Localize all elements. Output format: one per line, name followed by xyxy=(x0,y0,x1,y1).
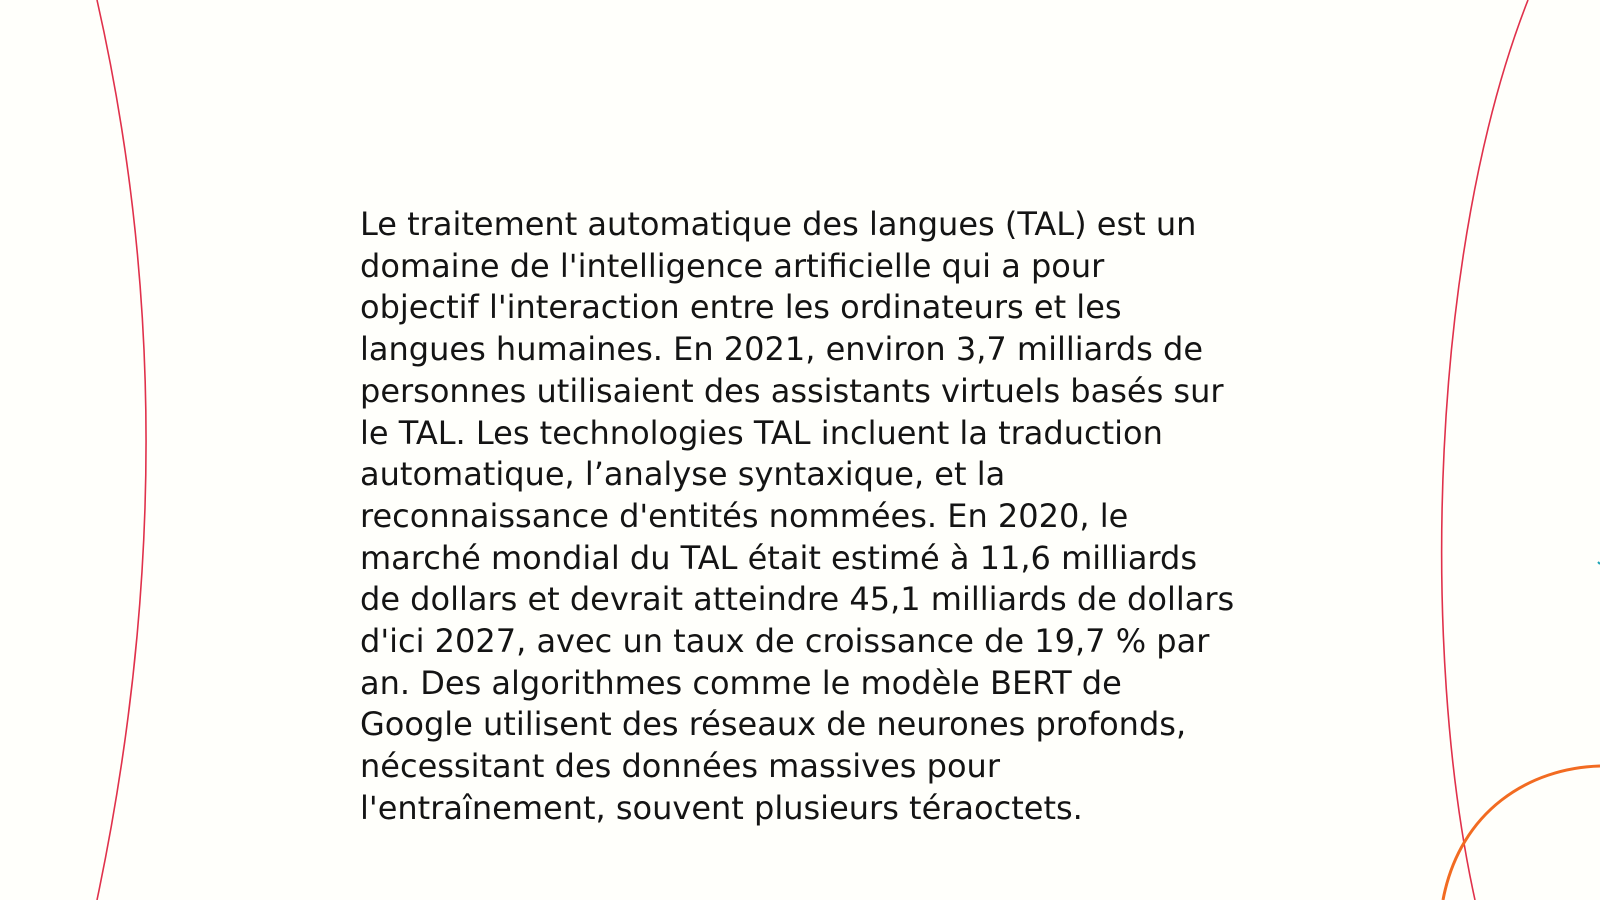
paragraph-line: de dollars et devrait atteindre 45,1 milliards de dollars xyxy=(360,580,1235,619)
paragraph-line: marché mondial du TAL était estimé à 11,6 milliards xyxy=(360,538,1197,577)
paragraph-line: nécessitant des données massives pour xyxy=(360,747,1000,786)
paragraph-line: domaine de l'intelligence artificielle qui a pour xyxy=(360,246,1105,285)
paragraph-line: reconnaissance d'entités nommées. En 2020, le xyxy=(360,496,1129,535)
paragraph-line: Google utilisent des réseaux de neurones profonds, xyxy=(360,705,1187,744)
bottom-right-orange-arc xyxy=(1443,766,1600,900)
paragraph-line: Le traitement automatique des langues (TAL) est un xyxy=(360,205,1197,243)
paragraph-line: le TAL. Les technologies TAL incluent la traduction xyxy=(360,413,1163,452)
right-red-arc xyxy=(1442,0,1528,900)
paragraph-line: langues humaines. En 2021, environ 3,7 milliards de xyxy=(360,330,1204,369)
body-paragraph xyxy=(360,204,1260,830)
paragraph-line: d'ici 2027, avec un taux de croissance de 19,7 % par xyxy=(360,622,1210,661)
paragraph-line: automatique, l’analyse syntaxique, et la xyxy=(360,455,1006,494)
paragraph-line: personnes utilisaient des assistants virtuels basés sur xyxy=(360,371,1224,410)
paragraph-line: an. Des algorithmes comme le modèle BERT de xyxy=(360,663,1122,702)
left-red-arc xyxy=(97,0,146,900)
paragraph-line: objectif l'interaction entre les ordinateurs et les xyxy=(360,288,1122,327)
paragraph-line: l'entraînement, souvent plusieurs téraoctets. xyxy=(360,788,1083,827)
